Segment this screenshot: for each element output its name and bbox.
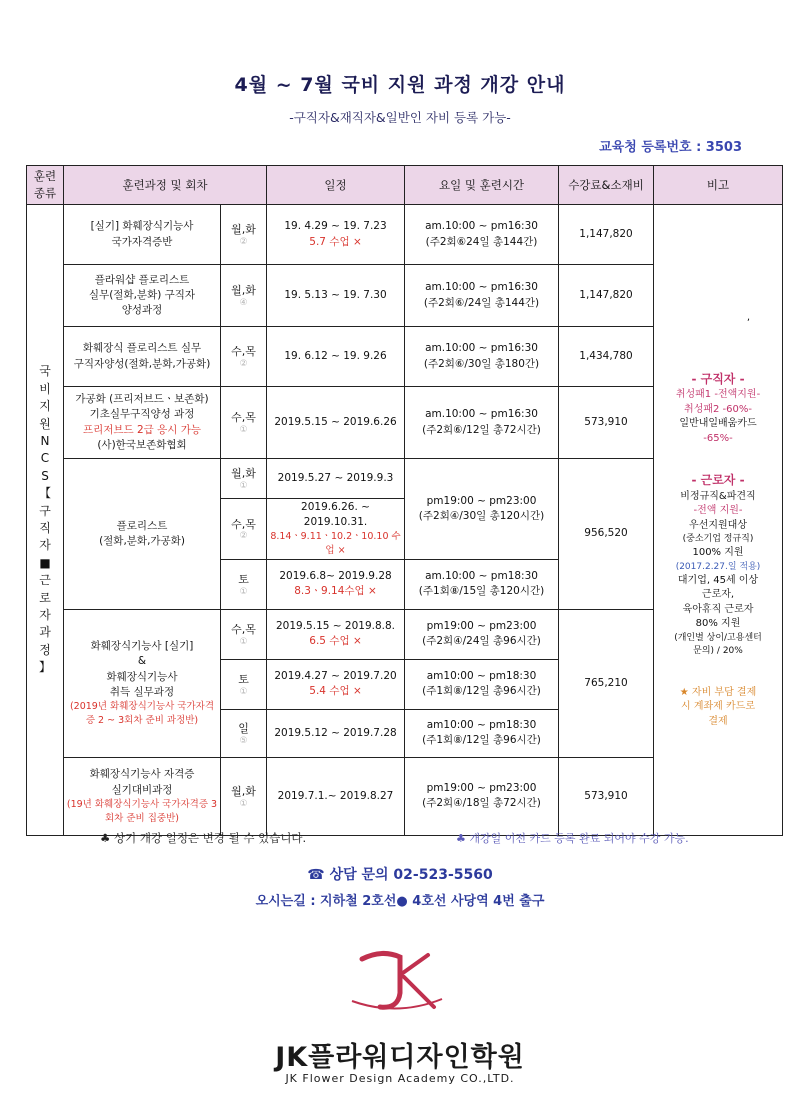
remark-line: -전액 지원- (693, 505, 743, 517)
registration-number: 교육청 등록번호 : 3503 (599, 140, 742, 155)
remark-line: 취성패1 -전액지원- (675, 389, 761, 401)
session-mark: ① (239, 636, 248, 647)
course-fee: 1,434,780 (559, 327, 654, 387)
course-fee: 573,910 (559, 757, 654, 835)
course-day (221, 327, 267, 387)
header-time: 요일 및 훈련시간 (405, 166, 559, 205)
day-label: 월,화 (231, 785, 256, 798)
course-time (405, 265, 559, 327)
remark-line: 비정규직&파견직 (680, 490, 756, 502)
remark-line: 취성패2 -60%- (684, 403, 752, 415)
course-name (64, 757, 221, 835)
remark-line: 우선지원대상 (689, 519, 747, 531)
notice-card-registration: ♣ 개강일 이전 카드 등록 완료 되어야 수강 가능. (456, 832, 689, 845)
session-mark: ① (239, 480, 248, 491)
remark-line: 문의) / 20% (693, 645, 743, 656)
course-fee: 1,147,820 (559, 265, 654, 327)
schedule-dates: 2019.4.27 ~ 2019.7.20 (274, 670, 397, 683)
course-day (221, 757, 267, 835)
page-title: 4월 ~ 7월 국비 지원 과정 개강 안내 (234, 74, 566, 96)
course-time (405, 757, 559, 835)
course-name-line: 화훼장식 플로리스트 실무 (82, 342, 202, 355)
notice-schedule-change: ♣ 상기 개강 일정은 변경 될 수 있습니다. (100, 831, 307, 845)
course-name-note: (19년 화훼장식기능사 국가자격증 3회차 준비 집중반) (66, 798, 218, 824)
course-day (221, 499, 267, 560)
header-schedule: 일정 (267, 166, 405, 205)
session-mark: ① (239, 424, 248, 435)
course-name-line: 구직자양성(절화,분화,가공화) (73, 357, 211, 370)
table-row (27, 205, 783, 265)
course-day (221, 459, 267, 499)
course-name-line: & (137, 655, 147, 668)
course-name (64, 327, 221, 387)
time-hours: am.10:00 ~ pm18:30 (425, 570, 538, 583)
time-summary: (주2회⑥/12일 총72시간) (422, 423, 541, 436)
course-day (221, 265, 267, 327)
course-name-note: (2019년 화훼장식기능사 국가자격증 2 ~ 3회차 준비 과정반) (69, 701, 215, 726)
course-day (221, 659, 267, 709)
time-hours: am.10:00 ~ pm16:30 (425, 281, 538, 294)
course-time (405, 205, 559, 265)
course-schedule (267, 205, 405, 265)
course-name-line: 기초실무구직양성 과정 (89, 408, 195, 421)
course-schedule (267, 499, 405, 560)
course-name (64, 205, 221, 265)
time-summary: (주2회④/24일 총96시간) (422, 635, 541, 648)
course-name-line: 플라워샵 플로리스트 (94, 273, 190, 286)
course-name-line: 실기대비과정 (111, 783, 173, 796)
schedule-dates: 19. 4.29 ~ 19. 7.23 (284, 220, 387, 233)
course-name-note: 프리저브드 2급 응시 가능 (82, 423, 202, 436)
time-summary: (주2회⑥/30일 총180간) (423, 357, 540, 370)
course-fee: 573,910 (559, 387, 654, 459)
time-hours: am10:00 ~ pm18:30 (426, 670, 537, 683)
header-remarks: 비고 (654, 166, 783, 205)
table-header-row (27, 166, 783, 205)
course-schedule: 2019.5.15 ~ 2019.6.26 (267, 387, 405, 459)
course-day (221, 609, 267, 659)
schedule-note: 8.3ㆍ9.14수업 × (294, 585, 377, 598)
course-schedule (267, 659, 405, 709)
remark-line: -65%- (703, 432, 733, 444)
course-time (405, 459, 559, 560)
course-schedule (267, 609, 405, 659)
time-hours: pm19:00 ~ pm23:00 (426, 782, 537, 795)
course-time (405, 387, 559, 459)
day-label: 수,목 (231, 345, 256, 359)
remark-line: 근로자, (701, 589, 735, 601)
course-name-line: [실기] 화훼장식기능사 (90, 220, 194, 233)
course-name-line: 화훼장식기능사 자격증 (89, 768, 195, 781)
course-name-line: 양성과정 (121, 304, 163, 317)
session-mark: ② (239, 358, 248, 369)
remark-line: 80% 지원 (695, 618, 741, 630)
course-name (64, 265, 221, 327)
time-hours: am.10:00 ~ pm16:30 (425, 408, 538, 421)
directions: 오시는길 : 지하철 2호선● 4호선 사당역 4번 출구 (255, 894, 545, 909)
course-name-line: 국가자격증반 (111, 235, 173, 248)
day-label: 월,화 (231, 284, 256, 298)
course-fee: 1,147,820 (559, 205, 654, 265)
remark-line: 시 계좌제 카드로 (681, 701, 755, 713)
course-schedule: 2019.7.1.~ 2019.8.27 (267, 757, 405, 835)
day-label: 수,목 (231, 623, 256, 636)
session-mark: ⑤ (239, 735, 248, 746)
course-schedule (267, 559, 405, 609)
time-summary: (주1회⑧/12일 총96시간) (422, 734, 541, 747)
schedule-dates: 2019.6.8~ 2019.9.28 (279, 570, 392, 583)
course-schedule: 2019.5.12 ~ 2019.7.28 (267, 709, 405, 757)
day-label: 수,목 (231, 411, 256, 425)
remarks-cell (654, 205, 783, 836)
day-label: 토 (238, 573, 249, 586)
day-label: 월,화 (231, 467, 256, 481)
course-name-line: 실무(절화,분화) 구직자 (88, 288, 196, 301)
schedule-note: 5.4 수업 × (309, 685, 362, 698)
schedule-dates: 2019.6.26. ~ 2019.10.31. (301, 501, 370, 529)
header-course: 훈련과정 및 회차 (64, 166, 267, 205)
course-fee: 956,520 (559, 459, 654, 610)
remark-line: 일반내일배움카드 (679, 418, 757, 430)
day-label: 월,화 (231, 223, 256, 237)
course-name-line: 화훼장식기능사 [실기] (90, 640, 194, 653)
remark-mark: , (746, 311, 751, 323)
session-mark: ① (239, 686, 248, 697)
page-subtitle: -구직자&재직자&일반인 자비 등록 가능- (289, 110, 511, 125)
schedule-note: 5.7 수업 × (309, 235, 362, 248)
day-label: 토 (238, 673, 249, 686)
course-name-line: 취득 실무과정 (109, 685, 175, 698)
day-label: 수,목 (231, 517, 256, 531)
schedule-note: 8.14ㆍ9.11ㆍ10.2ㆍ10.10 수업 × (270, 531, 401, 557)
remark-line: (개인별 상이/고용센터 (674, 632, 762, 643)
course-schedule: 19. 6.12 ~ 19. 9.26 (267, 327, 405, 387)
consult-phone: ☎ 상담 문의 02-523-5560 (307, 867, 493, 883)
course-time (405, 559, 559, 609)
session-mark: ② (239, 531, 248, 542)
course-fee: 765,210 (559, 609, 654, 757)
academy-name-english: JK Flower Design Academy CO.,LTD. (285, 1072, 515, 1085)
remark-line: 100% 지원 (692, 547, 744, 559)
academy-name: JK플라워디자인학원 (275, 1042, 525, 1073)
remark-line: 육아휴직 근로자 (682, 603, 754, 615)
time-hours: pm19:00 ~ pm23:00 (426, 620, 537, 633)
course-time (405, 659, 559, 709)
course-schedule: 19. 5.13 ~ 19. 7.30 (267, 265, 405, 327)
course-name (64, 609, 221, 757)
course-name-line: 가공화 (프리저브드ㆍ보존화) (75, 393, 209, 406)
course-day (221, 709, 267, 757)
time-hours: am.10:00 ~ pm16:30 (425, 220, 538, 233)
session-mark: ④ (239, 297, 248, 308)
time-hours: am.10:00 ~ pm16:30 (425, 342, 538, 355)
course-day (221, 205, 267, 265)
remark-line: (2017.2.27.일 적용) (675, 561, 761, 572)
course-name-line: (사)한국보존화협회 (97, 438, 187, 451)
remark-worker-head: - 근로자 - (691, 473, 745, 488)
course-time (405, 709, 559, 757)
time-summary: (주1회⑧/12일 총96시간) (422, 685, 541, 698)
course-time (405, 327, 559, 387)
schedule-dates: 2019.5.15 ~ 2019.8.8. (276, 620, 396, 633)
time-summary: (주2회④/30일 총120시간) (418, 509, 545, 522)
time-summary: (주1회⑧/15일 총120시간) (418, 585, 545, 598)
course-name-line: (절화,분화,가공화) (99, 534, 185, 547)
schedule-note: 6.5 수업 × (309, 635, 362, 648)
remark-line: ★ 자비 부담 결제 (679, 686, 757, 698)
course-schedule: 2019.5.27 ~ 2019.9.3 (267, 459, 405, 499)
header-category: 훈련 종류 (27, 166, 64, 205)
session-mark: ① (239, 798, 248, 809)
time-hours: am10:00 ~ pm18:30 (426, 719, 537, 732)
jk-logo-icon (342, 945, 452, 1015)
course-time (405, 609, 559, 659)
course-name-line: 플로리스트 (116, 519, 168, 532)
header-fee: 수강료&소재비 (559, 166, 654, 205)
time-summary: (주2회⑥24일 총144간) (425, 235, 538, 248)
course-schedule-table (26, 165, 783, 836)
time-summary: (주2회④/18일 총72시간) (422, 797, 541, 810)
time-summary: (주2회⑥/24일 총144간) (423, 296, 540, 309)
course-day (221, 387, 267, 459)
session-mark: ② (239, 236, 248, 247)
course-name-line: 화훼장식기능사 (106, 670, 178, 683)
category-label: 국 비 지 원 N C S 【 구 직 자 ■ 근 로 자 과 정 】 (38, 364, 51, 675)
category-cell (27, 205, 64, 836)
time-hours: pm19:00 ~ pm23:00 (426, 494, 537, 507)
remark-line: (중소기업 정규직) (682, 534, 754, 545)
course-name (64, 387, 221, 459)
session-mark: ① (239, 586, 248, 597)
remark-jobseeker-head: - 구직자 - (691, 371, 745, 386)
day-label: 일 (238, 722, 249, 735)
remark-line: 대기업, 45세 이상 (677, 574, 759, 586)
remark-line: 결제 (708, 715, 728, 727)
course-day (221, 559, 267, 609)
course-name (64, 459, 221, 610)
